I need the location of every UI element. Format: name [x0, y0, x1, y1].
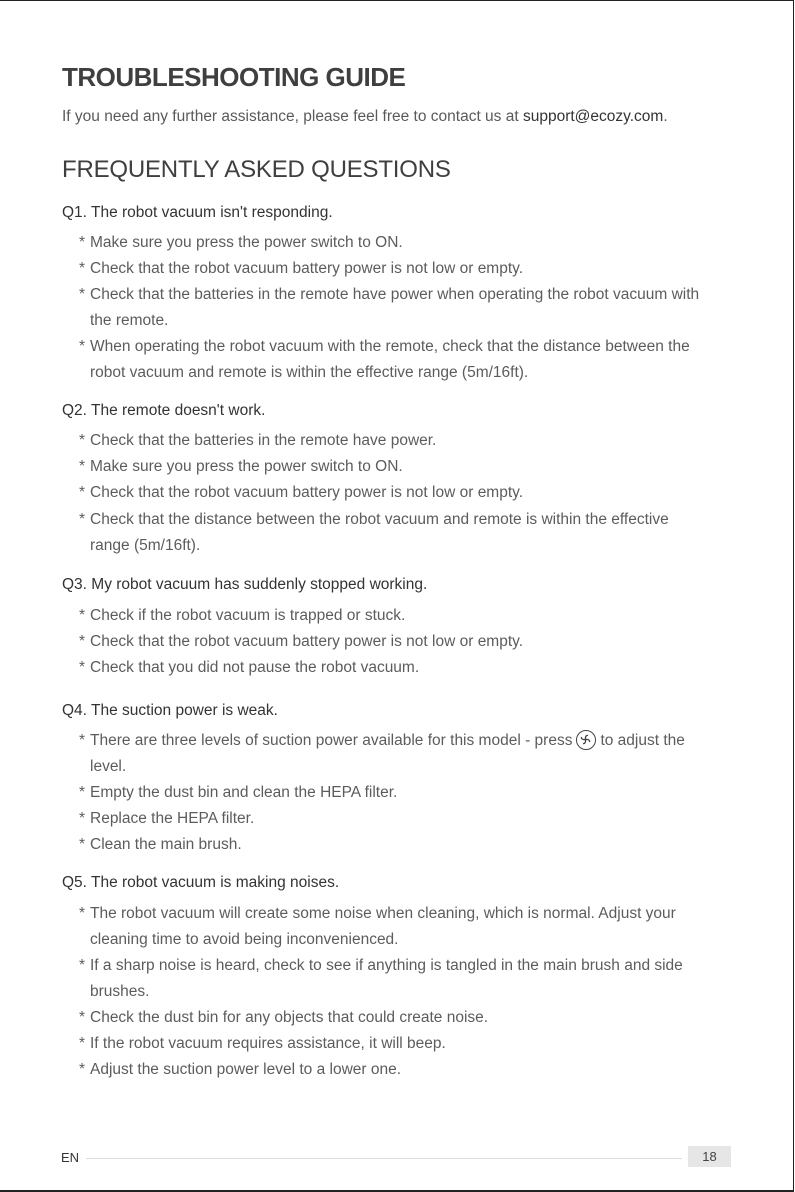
faq-5-bullet: * If the robot vacuum requires assistance, it will beep.: [79, 1035, 446, 1052]
faq-4-bullet: * Empty the dust bin and clean the HEPA filter.: [79, 784, 398, 801]
faq-2-bullet: * Make sure you press the power switch to ON.: [79, 458, 403, 475]
intro-text: [62, 108, 668, 126]
page-title: TROUBLESHOOTING GUIDE: [62, 62, 406, 92]
footer-language: EN: [61, 1150, 80, 1165]
question-1: Q1. The robot vacuum isn't responding.: [62, 204, 333, 221]
faq-1-bullet: * Make sure you press the power switch to ON.: [79, 234, 403, 251]
faq-3-bullet: * Check that the robot vacuum battery power is not low or empty.: [79, 633, 524, 650]
faq-heading: FREQUENTLY ASKED QUESTIONS: [62, 156, 451, 183]
faq-1-bullet: * Check that the batteries in the remote have power when operating the robot vacuum with the remote.: [79, 286, 700, 329]
question-2: Q2. The remote doesn't work.: [62, 402, 266, 419]
footer-divider: [86, 1158, 682, 1159]
faq-2-bullet: * Check that the distance between the robot vacuum and remote is within the effective range (5m/16ft).: [79, 511, 669, 554]
question-4: Q4. The suction power is weak.: [62, 702, 278, 719]
question-3: Q3. My robot vacuum has suddenly stopped working.: [62, 576, 428, 593]
faq-5-bullet: * The robot vacuum will create some noise when cleaning, which is normal. Adjust your cleaning time to avoid being inconvenienced.: [79, 905, 676, 948]
faq-4-bullet: * Replace the HEPA filter.: [79, 810, 255, 827]
faq-5-bullet: * Check the dust bin for any objects that could create noise.: [79, 1009, 489, 1026]
faq-2-bullet: * Check that the robot vacuum battery power is not low or empty.: [79, 484, 524, 501]
intro-label: If you need any further assistance, please feel free to contact us at: [62, 108, 523, 125]
faq-4-bullet: * Clean the main brush.: [79, 836, 242, 853]
faq-3-bullet: * Check that you did not pause the robot vacuum.: [79, 659, 420, 676]
faq-1-bullet: * When operating the robot vacuum with the remote, check that the distance between the robot vacuum and remote is within the effective range (5m/16ft).: [79, 338, 690, 381]
faq-3-bullet: * Check if the robot vacuum is trapped or stuck.: [79, 607, 406, 624]
fan-icon: [576, 730, 596, 750]
faq-5-bullet: * If a sharp noise is heard, check to see if anything is tangled in the main brush and side brushes.: [79, 957, 683, 1000]
faq-2-bullet: * Check that the batteries in the remote have power.: [79, 432, 437, 449]
page-number: 18: [688, 1146, 731, 1167]
faq-4-bullet-suction: * There are three levels of suction power available for this model - press to adjust the level.: [79, 732, 685, 775]
faq-1-bullet: * Check that the robot vacuum battery power is not low or empty.: [79, 260, 524, 277]
support-email[interactable]: support@ecozy.com: [522, 108, 664, 125]
intro-end: .: [663, 108, 668, 125]
question-5: Q5. The robot vacuum is making noises.: [62, 874, 340, 891]
faq-5-bullet: * Adjust the suction power level to a lower one.: [79, 1061, 402, 1078]
